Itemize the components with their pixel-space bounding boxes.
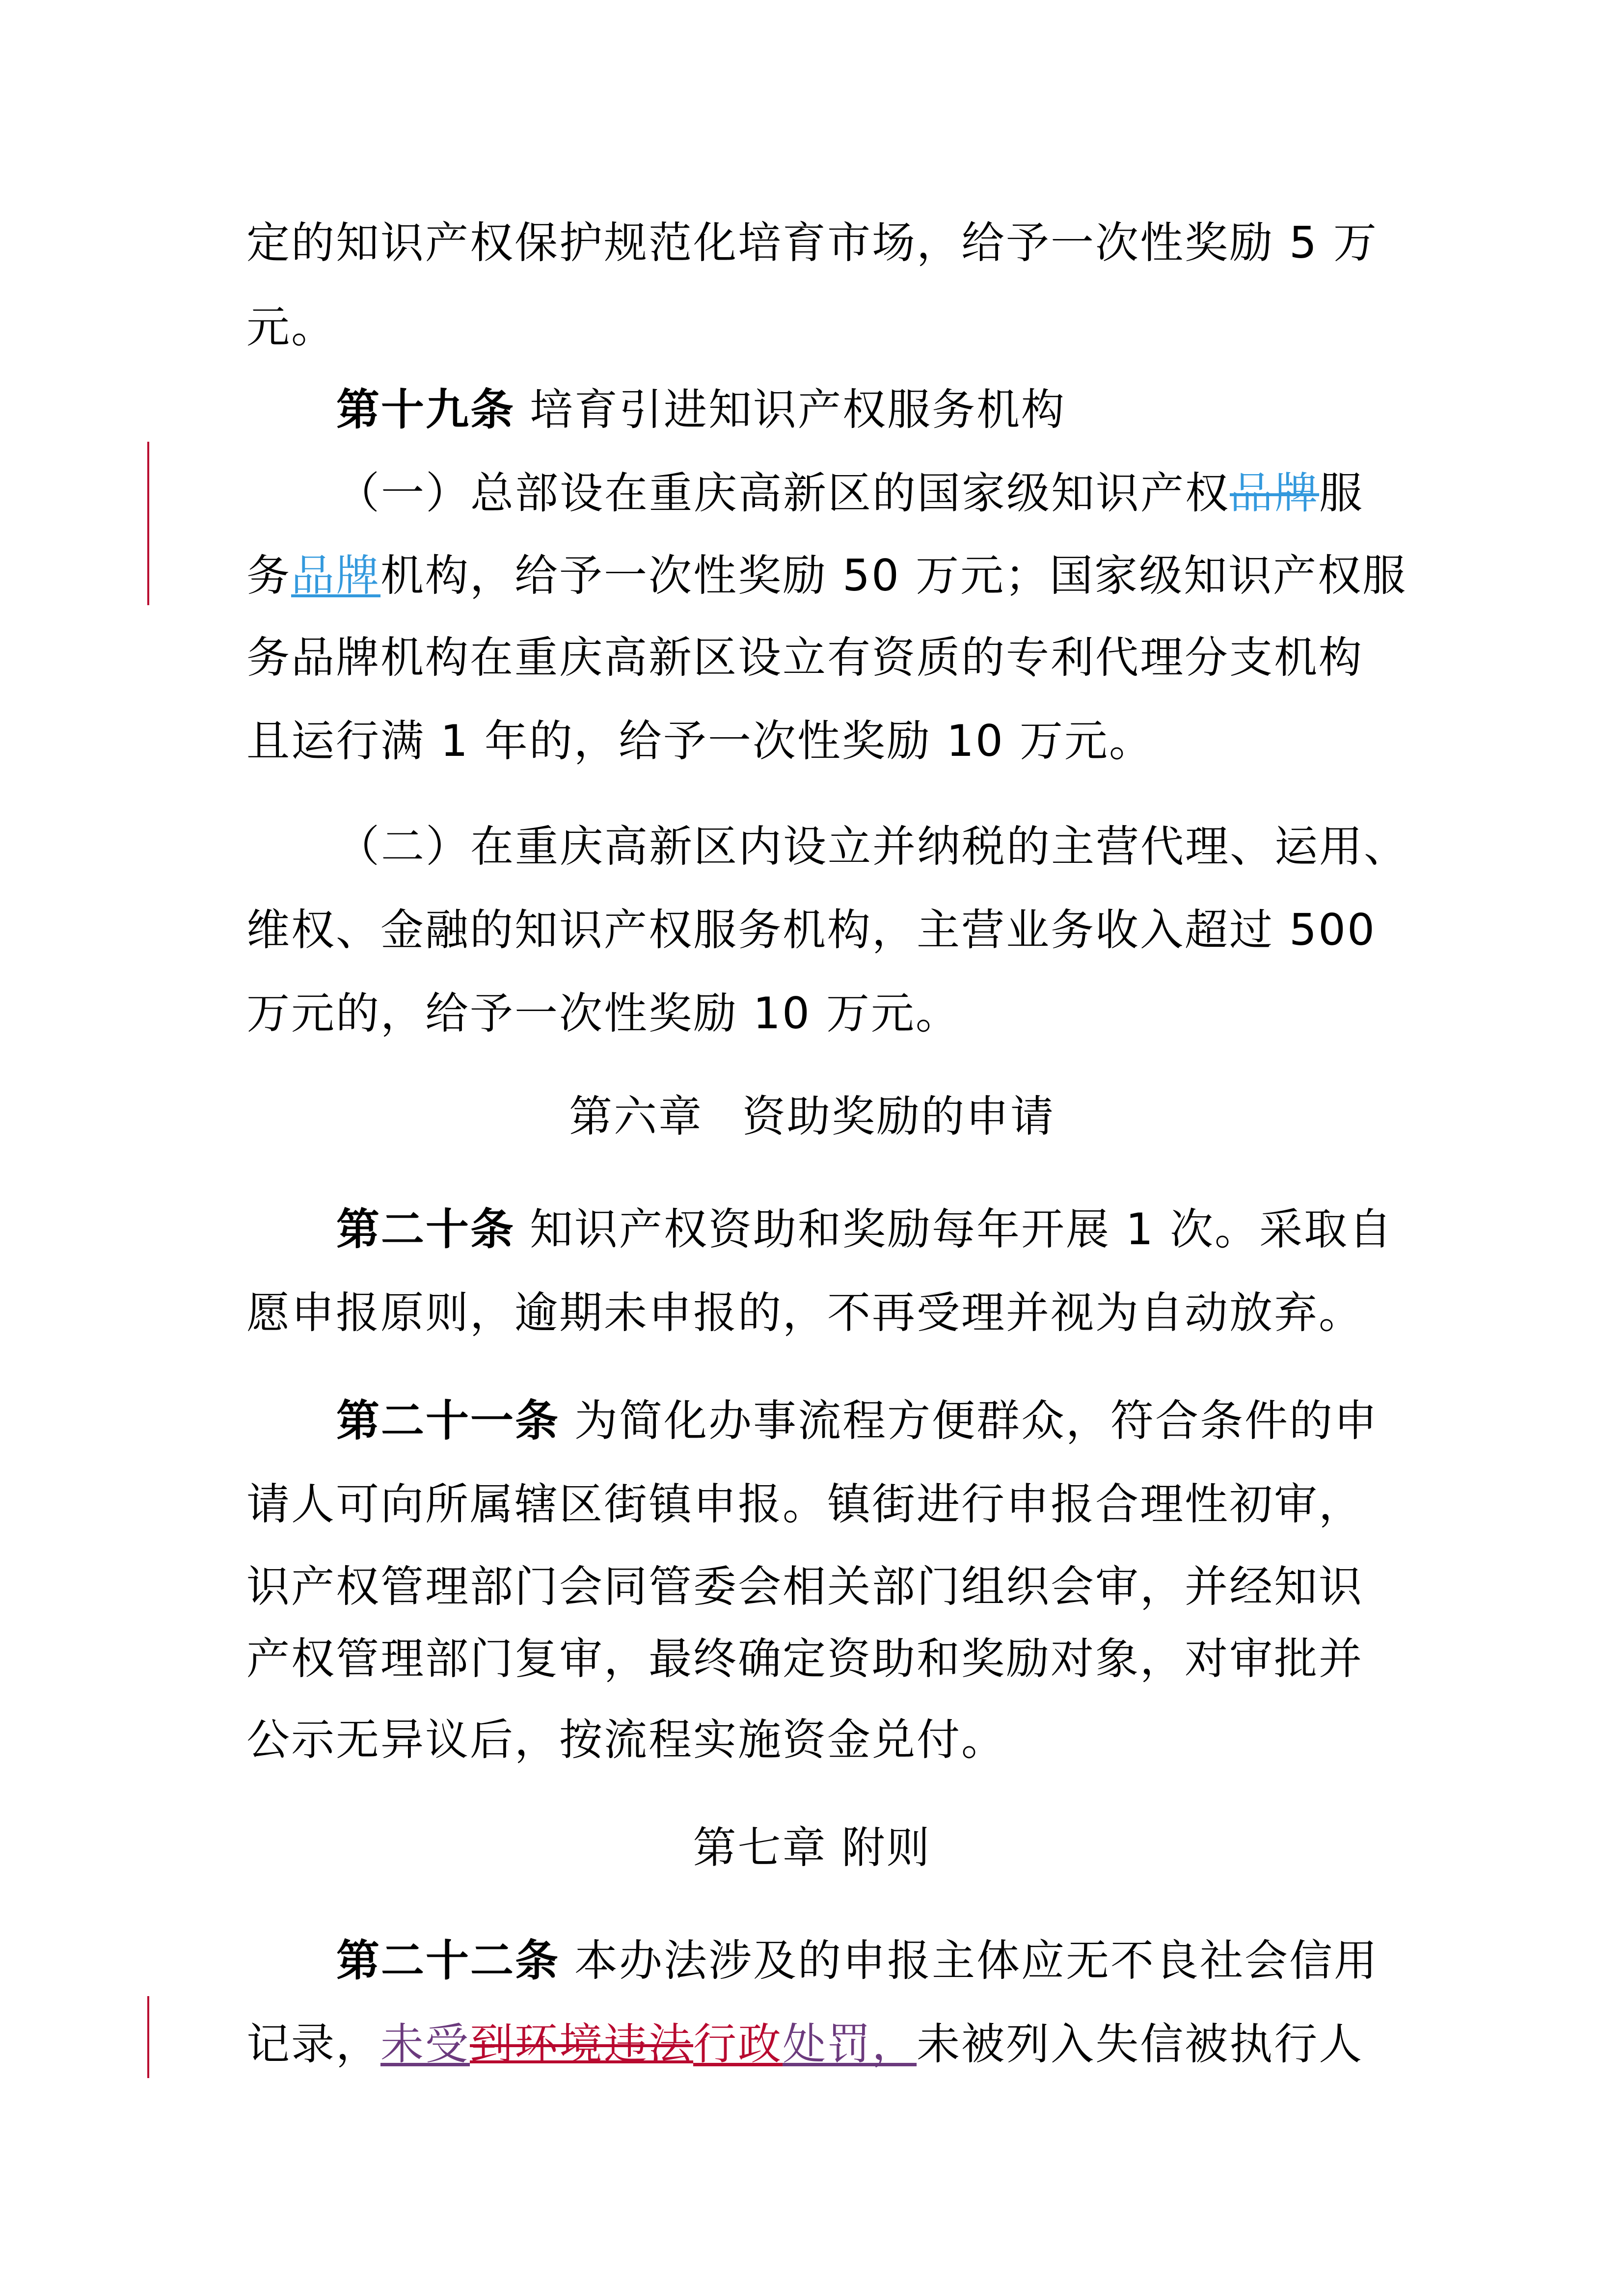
paragraph-line: 愿申报原则，逾期未申报的，不再受理并视为自动放弃。 [246,1287,1364,1338]
paragraph-line: 维权、金融的知识产权服务机构，主营业务收入超过 500 [246,905,1376,955]
paragraph-line: （二）在重庆高新区内设立并纳税的主营代理、运用、 [336,821,1409,872]
text-run: 知识产权资助和奖励每年开展 1 次。采取自 [530,1204,1393,1255]
text-run: 机构，给予一次性奖励 50 万元；国家级知识产权服 [380,550,1407,601]
text-run: 服 [1319,468,1364,518]
article-number: 第二十条 [336,1204,515,1255]
paragraph-line: 请人可向所属辖区街镇申报。镇街进行申报合理性初审， [246,1479,1364,1529]
paragraph-line: 定的知识产权保护规范化培育市场，给予一次性奖励 5 万 [246,217,1378,268]
article-number: 第二十二条 [336,1935,560,1986]
text-run: 务 [246,550,292,601]
deleted-revision[interactable]: 品牌 [1230,468,1320,518]
chapter-6-heading [0,1090,1624,1144]
article-heading: 培育引进知识产权服务机构 [530,384,1066,435]
chapter-number: 第七章 [693,1822,827,1873]
inserted-revision[interactable]: 处罚， [783,2019,917,2069]
paragraph-line [336,466,1364,520]
text-run: 记录， [246,2019,381,2069]
paragraph-line: 公示无异议后，按流程实施资金兑付。 [246,1714,1006,1765]
chapter-7-heading [0,1821,1624,1875]
inserted-revision[interactable]: 未受 [380,2019,470,2069]
paragraph-line: 且运行满 1 年的，给予一次性奖励 10 万元。 [246,716,1154,766]
article-21-line [336,1394,1379,1448]
paragraph-line [246,2017,1363,2071]
change-bar [147,442,149,605]
paragraph-line: 识产权管理部门会同管委会相关部门组织会审，并经知识 [246,1561,1364,1612]
paragraph-line: 务品牌机构在重庆高新区设立有资质的专利代理分支机构 [246,632,1364,683]
chapter-title: 资助奖励的申请 [742,1091,1056,1142]
chapter-title: 附则 [841,1822,931,1873]
article-22-line [336,1934,1379,1988]
chapter-number: 第六章 [568,1091,703,1142]
text-run: 为简化办事流程方便群众，符合条件的申 [574,1395,1379,1446]
paragraph-line: 万元的，给予一次性奖励 10 万元。 [246,988,960,1039]
article-19-heading [336,383,1066,437]
text-run: 未被列入失信被执行人 [917,2019,1364,2069]
article-number: 第十九条 [336,384,515,435]
deleted-revision[interactable]: 到环境违法 [470,2019,694,2069]
text-run: （一）总部设在重庆高新区的国家级知识产权 [336,468,1230,518]
article-20-line [336,1202,1393,1256]
inserted-revision[interactable]: 行政 [693,2019,783,2069]
article-number: 第二十一条 [336,1395,560,1446]
inserted-revision[interactable]: 品牌 [291,550,381,601]
change-bar [147,1996,149,2078]
paragraph-line: 产权管理部门复审，最终确定资助和奖励对象，对审批并 [246,1633,1364,1684]
paragraph-line [246,549,1407,603]
paragraph-line: 元。 [246,302,336,352]
text-run: 本办法涉及的申报主体应无不良社会信用 [574,1935,1379,1986]
